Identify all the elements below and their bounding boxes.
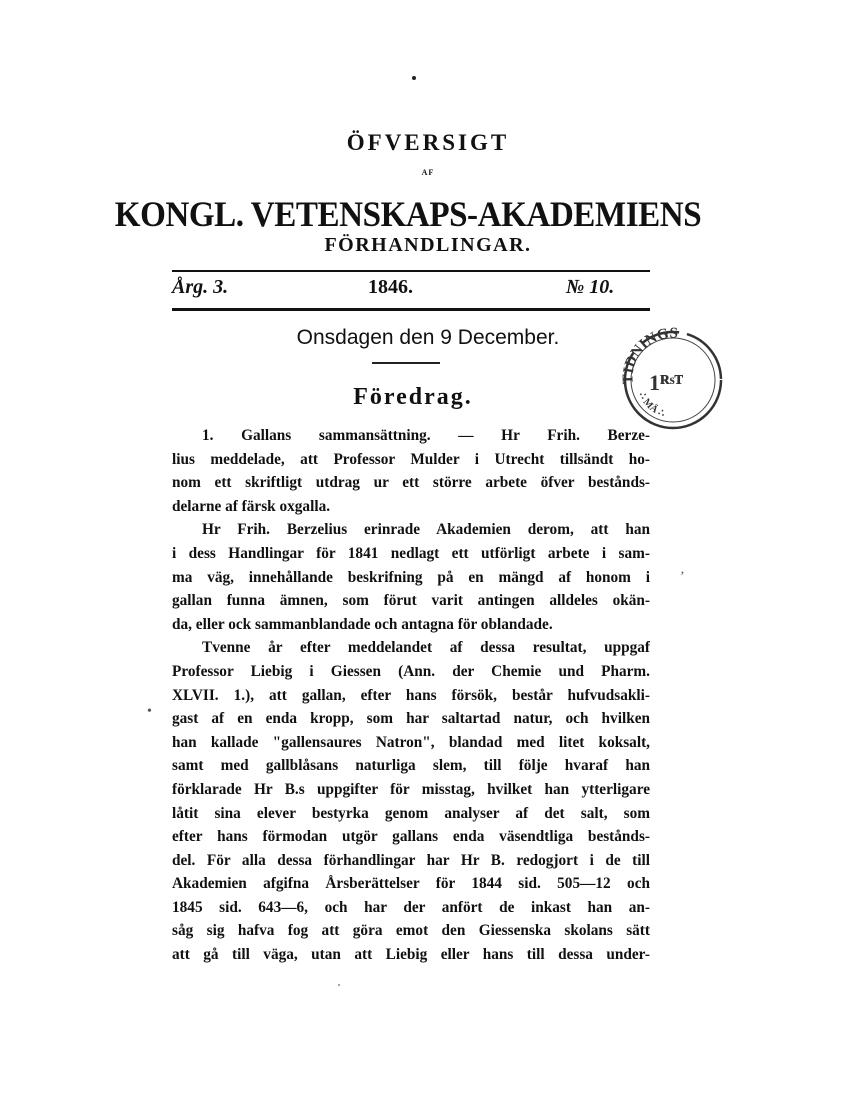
text-line: del. För alla dessa förhandlingar har Hr B. redogjort i de till	[172, 851, 650, 869]
print-speck	[412, 76, 416, 80]
text-line: 1845 sid. 643—6, och har der anfört de inkast han an-	[172, 898, 650, 916]
section-heading: Föredrag.	[353, 384, 473, 410]
text-line: han kallade "gallensaures Natron", blandad med litet koksalt,	[172, 733, 650, 751]
text-line: gast af en enda kropp, som har saltartad natur, och hvilken	[172, 710, 650, 728]
text-line: nom ett skriftligt utdrag ur ett större arbete öfver bestånds-	[172, 474, 650, 492]
text-line: lius meddelade, att Professor Mulder i Utrecht tillsändt ho-	[172, 450, 650, 468]
text-line: gallan funna ämnen, som förut varit antingen alldeles okän-	[172, 592, 650, 610]
library-stamp	[617, 324, 725, 432]
stamp-center-text: 1ᴿˢᵀ	[649, 370, 684, 395]
text-line: Tvenne år efter meddelandet af dessa resultat, uppgaf	[202, 639, 650, 657]
text-line: att gå till väga, utan att Liebig eller hans till dessa under-	[172, 946, 650, 964]
text-line: da, eller ock sammanblandade och antagna för oblandade.	[172, 615, 553, 633]
journal-title-line1: ÖFVERSIGT	[346, 130, 510, 155]
text-line: såg sig hafva fog att göra emot den Giessenska skolans sätt	[172, 922, 650, 940]
text-line: i dess Handlingar för 1841 nedlagt ett utförligt arbete i sam-	[172, 544, 650, 562]
section-divider	[372, 362, 440, 364]
stamp-top-text: TIDNINGS	[620, 325, 678, 385]
text-line: XLVII. 1.), att gallan, efter hans försök, består hufvudsakli-	[172, 686, 650, 704]
journal-title-af: AF	[421, 168, 435, 177]
text-line: Akademien afgifna Årsberättelser för 1844 sid. 505—12 och	[172, 875, 650, 893]
issue-number: № 10.	[566, 276, 615, 298]
header-rule-bottom	[172, 308, 650, 311]
issue-year: 1846.	[368, 276, 413, 298]
journal-title-line3: FÖRHANDLINGAR.	[324, 234, 532, 256]
text-line: låtit sina elever bestyrka genom analyser af det salt, som	[172, 804, 650, 822]
margin-mark: ‚	[680, 562, 685, 577]
body-text	[172, 424, 650, 967]
text-line: delarne af färsk oxgalla.	[172, 497, 331, 515]
text-line: Hr Frih. Berzelius erinrade Akademien derom, att han	[202, 521, 650, 539]
text-line: 1. Gallans sammansättning. — Hr Frih. Berze-	[202, 427, 650, 444]
print-speck	[338, 984, 340, 986]
header-rule-top	[172, 270, 650, 272]
text-line: Professor Liebig i Giessen (Ann. der Chemie und Pharm.	[172, 662, 650, 680]
text-line: förklarade Hr B.s uppgifter för misstag, hvilket han ytterligare	[172, 780, 650, 798]
journal-title-line2: KONGL. VETENSKAPS-AKADEMIENS	[114, 194, 702, 234]
text-line: efter hans förmodan utgör gallans enda väsendtliga bestånds-	[172, 828, 650, 846]
meeting-date: Onsdagen den 9 December.	[296, 326, 560, 349]
stamp-bottom-text: ∴ MÄ ∴	[636, 390, 667, 420]
text-line: ma väg, innehållande beskrifning på en mängd af honom i	[172, 568, 650, 586]
margin-mark: •	[147, 704, 152, 719]
volume-label: Årg. 3.	[172, 276, 229, 298]
text-line: samt med gallblåsans naturliga slem, till följe hvaraf han	[172, 757, 650, 775]
